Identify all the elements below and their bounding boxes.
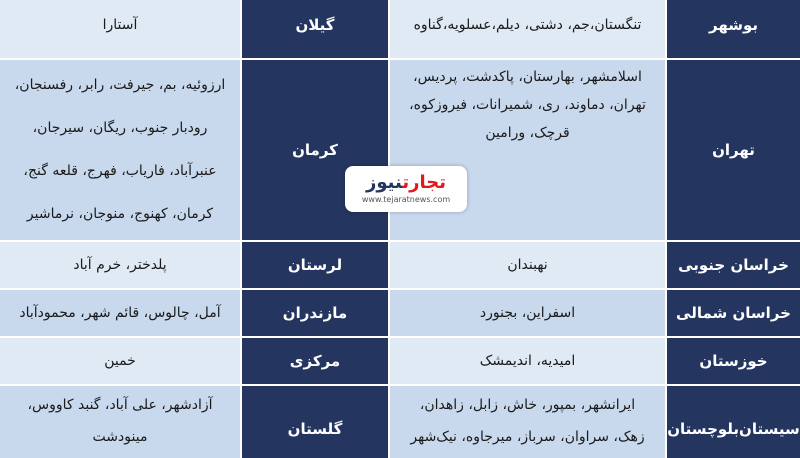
- county-line: ارزوئیه، بم، جیرفت، رابر، رفسنجان،: [14, 77, 226, 94]
- county-line: ایرانشهر، بمپور، خاش، زابل، زاهدان،: [419, 397, 636, 413]
- county-line: اسفراین، بجنورد: [479, 305, 576, 321]
- table-row: [0, 0, 800, 60]
- county-list: [390, 338, 667, 386]
- logo-wordmark: [366, 174, 446, 192]
- county-line: پلدختر، خرم آباد: [73, 257, 167, 273]
- logo-url: www.tejaratnews.com: [361, 195, 451, 204]
- province-name: خوزستان: [667, 338, 800, 386]
- table-row: [0, 290, 800, 338]
- county-list: [390, 60, 667, 242]
- county-line: آزادشهر، علی آباد، گنبد کاووس،: [27, 397, 213, 413]
- county-line: عنبرآباد، فاریاب، فهرج، قلعه گنج،: [23, 163, 217, 180]
- province-name: سیستان‌بلوچستان: [667, 386, 800, 458]
- province-name: گلستان: [242, 386, 390, 458]
- county-list: [0, 338, 242, 386]
- county-line: نهبندان: [507, 257, 548, 273]
- table-row: [0, 386, 800, 458]
- province-name: گیلان: [242, 0, 390, 60]
- county-list: [0, 0, 242, 60]
- county-line: تنگستان،جم، دشتی، دیلم،عسلویه،گناوه: [413, 17, 642, 33]
- county-line: مینودشت: [92, 429, 148, 446]
- province-name: تهران: [667, 60, 800, 242]
- tejaratnews-logo: [345, 166, 467, 212]
- province-name: مرکزی: [242, 338, 390, 386]
- province-name: لرستان: [242, 242, 390, 290]
- county-list: [390, 290, 667, 338]
- table-row: [0, 338, 800, 386]
- province-name: مازندران: [242, 290, 390, 338]
- table-row: [0, 242, 800, 290]
- county-line: اسلامشهر، بهارستان، پاکدشت، پردیس،: [413, 69, 642, 85]
- county-list: [0, 290, 242, 338]
- province-name: کرمان: [242, 60, 390, 242]
- county-line: رودبار جنوب، ریگان، سیرجان،: [32, 120, 208, 137]
- county-list: [0, 386, 242, 458]
- county-line: امیدیه، اندیمشک: [479, 353, 576, 369]
- county-line: قرچک، ورامین: [485, 125, 570, 142]
- county-line: زهک، سراوان، سرباز، میرجاوه، نیک‌شهر: [410, 429, 645, 446]
- county-line: تهران، دماوند، ری، شمیرانات، فیروزکوه،: [409, 97, 646, 114]
- county-line: آستارا: [102, 17, 138, 33]
- county-list: [390, 386, 667, 458]
- province-name: خراسان جنوبی: [667, 242, 800, 290]
- table-row: [0, 60, 800, 242]
- county-list: [390, 242, 667, 290]
- logo-word-news: نیوز: [366, 172, 403, 193]
- county-line: خمین: [104, 353, 136, 369]
- province-name: خراسان شمالی: [667, 290, 800, 338]
- county-line: کرمان، کهنوج، منوجان، نرماشیر: [26, 206, 214, 223]
- county-line: آمل، چالوس، قائم شهر، محمودآباد: [19, 305, 221, 321]
- province-name: بوشهر: [667, 0, 800, 60]
- county-list: [390, 0, 667, 60]
- county-list: [0, 242, 242, 290]
- logo-word-tejarat: تجارت: [402, 172, 446, 193]
- county-list: [0, 60, 242, 242]
